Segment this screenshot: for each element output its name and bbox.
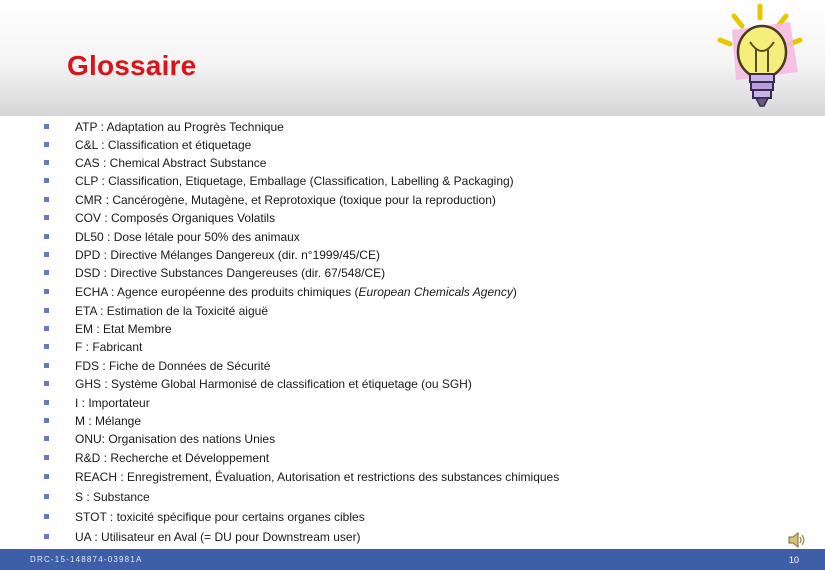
glossary-item (0, 449, 780, 467)
bullet-icon (44, 494, 49, 499)
bullet-icon (44, 308, 49, 313)
glossary-item-text (75, 470, 559, 484)
glossary-item (0, 528, 780, 546)
glossary-item-text (75, 322, 172, 336)
glossary-term: F : Fabricant (75, 340, 143, 354)
lightbulb-icon (712, 2, 808, 112)
glossary-item (0, 283, 780, 301)
glossary-item-text (75, 174, 514, 188)
glossary-term: DPD : Directive Mélanges Dangereux (dir. n°1999/45/CE) (75, 248, 380, 262)
bullet-icon (44, 344, 49, 349)
glossary-item-text (75, 285, 517, 299)
glossary-item (0, 154, 780, 172)
bullet-icon (44, 197, 49, 202)
glossary-term: CAS : Chemical Abstract Substance (75, 156, 267, 170)
glossary-term: ONU: Organisation des nations Unies (75, 432, 276, 446)
glossary-item (0, 191, 780, 209)
glossary-item-text (75, 490, 150, 504)
glossary-item-text (75, 510, 365, 524)
glossary-item (0, 468, 780, 486)
glossary-item-text (75, 266, 385, 280)
glossary-term: FDS : Fiche de Données de Sécurité (75, 359, 271, 373)
glossary-item (0, 264, 780, 282)
glossary-item (0, 136, 780, 154)
glossary-term: DL50 : Dose létale pour 50% des animaux (75, 230, 300, 244)
glossary-item-text (75, 414, 141, 428)
glossary-item (0, 228, 780, 246)
glossary-term: EM : Etat Membre (75, 322, 172, 336)
footer-reference: DRC-15-148874-03981A (30, 555, 143, 564)
glossary-item-text (75, 451, 269, 465)
glossary-item-text (75, 396, 150, 410)
glossary-term: UA : Utilisateur en Aval (= DU pour Downstream user) (75, 530, 361, 544)
bullet-icon (44, 160, 49, 165)
speaker-icon[interactable] (786, 530, 808, 550)
bullet-icon (44, 142, 49, 147)
bullet-icon (44, 418, 49, 423)
glossary-item-text (75, 211, 275, 225)
glossary-item (0, 209, 780, 227)
bullet-icon (44, 326, 49, 331)
glossary-term: DSD : Directive Substances Dangereuses (dir. 67/548/CE) (75, 266, 386, 280)
glossary-item (0, 394, 780, 412)
glossary-item (0, 118, 780, 136)
glossary-item-text (75, 138, 251, 152)
bullet-icon (44, 514, 49, 519)
glossary-item (0, 375, 780, 393)
glossary-term: ETA : Estimation de la Toxicité aiguë (75, 304, 268, 318)
glossary-item (0, 508, 780, 526)
slide-title: Glossaire (67, 50, 197, 81)
glossary-item (0, 430, 780, 448)
bullet-icon (44, 400, 49, 405)
glossary-term: COV : Composés Organiques Volatils (75, 211, 276, 225)
glossary-item-text (75, 120, 284, 134)
glossary-term-suffix: ) (512, 285, 517, 299)
glossary-item (0, 172, 780, 190)
bullet-icon (44, 381, 49, 386)
glossary-term: ECHA : Agence européenne des produits chimiques ( (75, 285, 359, 299)
glossary-item-text (75, 156, 266, 170)
bullet-icon (44, 270, 49, 275)
glossary-item-text (75, 359, 270, 373)
bullet-icon (44, 474, 49, 479)
glossary-term: M : Mélange (75, 414, 142, 428)
glossary-term: ATP : Adaptation au Progrès Technique (75, 120, 284, 134)
bullet-icon (44, 436, 49, 441)
bullet-icon (44, 289, 49, 294)
glossary-item-text (75, 230, 300, 244)
glossary-item (0, 302, 780, 320)
bullet-icon (44, 252, 49, 257)
bullet-icon (44, 215, 49, 220)
glossary-term: REACH : Enregistrement, Évaluation, Autorisation et restrictions des substances chimiques (75, 470, 560, 484)
glossary-item-text (75, 432, 275, 446)
glossary-item-text (75, 377, 472, 391)
glossary-term: C&L : Classification et étiquetage (75, 138, 252, 152)
glossary-item-text (75, 193, 496, 207)
bullet-icon (44, 363, 49, 368)
glossary-term: CMR : Cancérogène, Mutagène, et Reprotoxique (toxique pour la reproduction) (75, 193, 496, 207)
glossary-item (0, 357, 780, 375)
bullet-icon (44, 178, 49, 183)
glossary-item (0, 338, 780, 356)
glossary-term: R&D : Recherche et Développement (75, 451, 270, 465)
glossary-item (0, 412, 780, 430)
bullet-icon (44, 234, 49, 239)
bullet-icon (44, 124, 49, 129)
glossary-term: STOT : toxicité spécifique pour certains organes cibles (75, 510, 365, 524)
glossary-term: GHS : Système Global Harmonisé de classification et étiquetage (ou SGH) (75, 377, 472, 391)
glossary-item (0, 320, 780, 338)
glossary-item (0, 488, 780, 506)
page-number: 10 (789, 555, 800, 565)
glossary-term: I : Importateur (75, 396, 150, 410)
glossary-item (0, 246, 780, 264)
glossary-item-text (75, 530, 361, 544)
glossary-term: S : Substance (75, 490, 150, 504)
glossary-item-text (75, 340, 142, 354)
glossary-item-text (75, 248, 380, 262)
glossary-term: CLP : Classification, Etiquetage, Emballage (Classification, Labelling & Packaging) (75, 174, 514, 188)
bullet-icon (44, 455, 49, 460)
glossary-item-text (75, 304, 268, 318)
glossary-term-italic: European Chemicals Agency (358, 285, 513, 299)
bullet-icon (44, 534, 49, 539)
